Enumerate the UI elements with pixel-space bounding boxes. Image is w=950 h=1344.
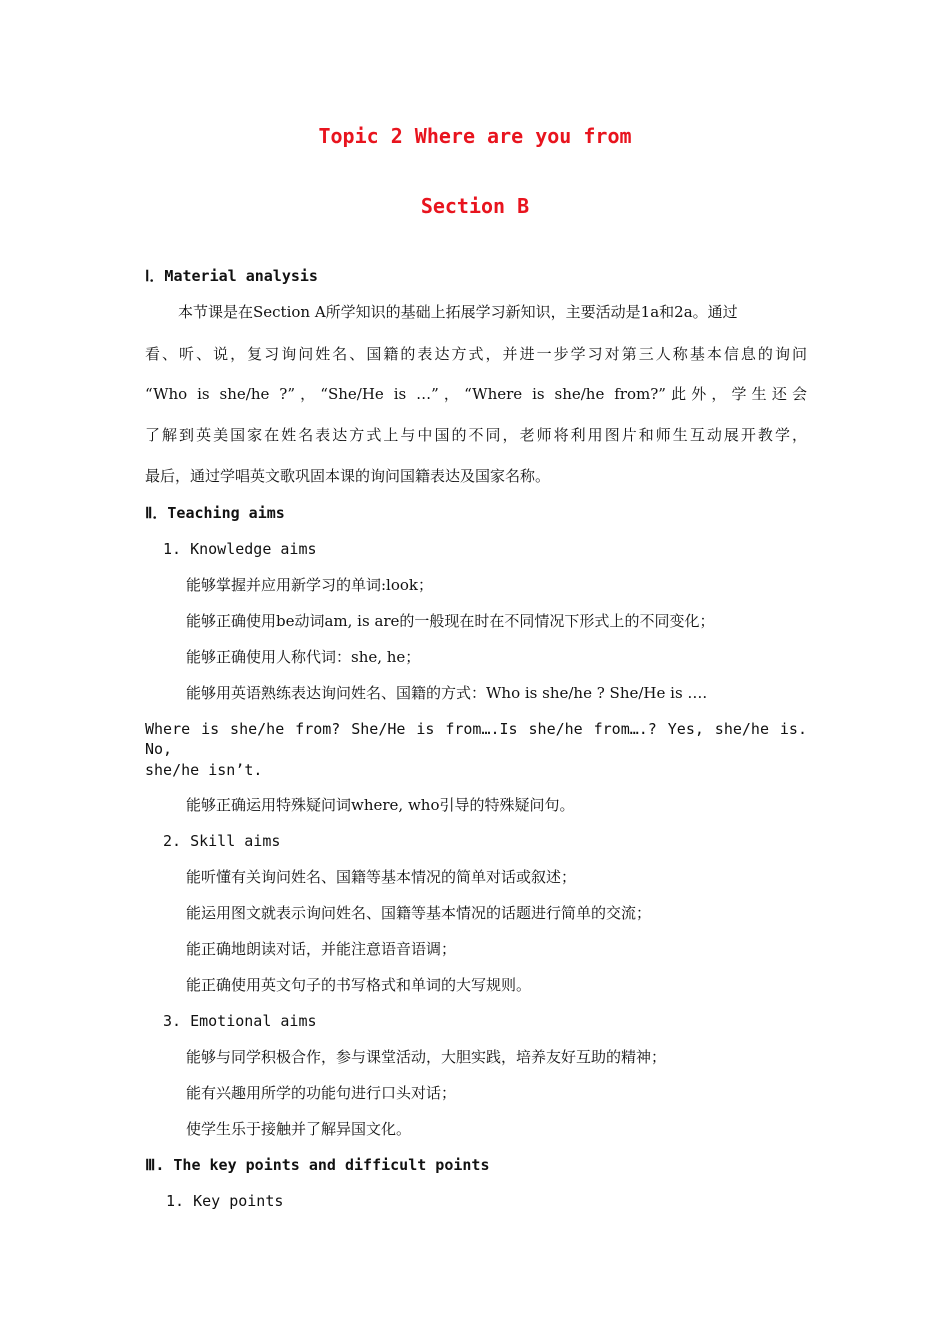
material-line-3: “Who is she/he ?”，“She/He is …”，“Where is she/he from?”此外，学生还会 [145, 385, 807, 403]
material-line-2: 看、听、说，复习询问姓名、国籍的表达方式，并进一步学习对第三人称基本信息的询问 [145, 345, 807, 363]
document-subtitle: Section B [420, 194, 530, 218]
knowledge-line-2: 能够正确使用be动词am, is are的一般现在时在不同情况下形式上的不同变化； [186, 612, 715, 630]
skill-line-2: 能运用图文就表示询问姓名、国籍等基本情况的话题进行简单的交流； [186, 904, 652, 922]
knowledge-line-1: 能够掌握并应用新学习的单词:look； [186, 576, 434, 594]
emotional-aims-heading: 3. Emotional aims [163, 1012, 317, 1030]
knowledge-line-4: 能够用英语熟练表达询问姓名、国籍的方式：Who is she/he ? She/He is …. [186, 684, 708, 702]
emotional-line-3: 使学生乐于接触并了解异国文化。 [186, 1120, 412, 1138]
section-2-heading: Ⅱ．Teaching aims [145, 504, 285, 522]
knowledge-line-6: she/he isn’t. [145, 761, 263, 779]
emotional-line-1: 能够与同学积极合作，参与课堂活动，大胆实践，培养友好互助的精神； [186, 1048, 667, 1066]
skill-aims-heading: 2. Skill aims [163, 832, 281, 850]
emotional-line-2: 能有兴趣用所学的功能句进行口头对话； [186, 1084, 457, 1102]
knowledge-line-5: Where is she/he from? She/He is from….Is she/he from….? Yes, she/he is. No, [145, 720, 807, 758]
knowledge-line-7: 能够正确运用特殊疑问词where, who引导的特殊疑问句。 [186, 796, 575, 814]
knowledge-line-3: 能够正确使用人称代词：she, he； [186, 648, 421, 666]
knowledge-aims-heading: 1. Knowledge aims [163, 540, 317, 558]
skill-line-1: 能听懂有关询问姓名、国籍等基本情况的简单对话或叙述； [186, 868, 577, 886]
material-line-1: 本节课是在Section A所学知识的基础上拓展学习新知识，主要活动是1a和2a。通过 [178, 303, 738, 321]
section-1-heading: Ⅰ．Material analysis [145, 267, 318, 285]
document-title: Topic 2 Where are you from [318, 124, 632, 148]
skill-line-3: 能正确地朗读对话，并能注意语音语调； [186, 940, 457, 958]
key-points-heading: 1. Key points [166, 1192, 284, 1210]
section-3-heading: Ⅲ. The key points and difficult points [145, 1156, 490, 1174]
material-line-5: 最后，通过学唱英文歌巩固本课的询问国籍表达及国家名称。 [145, 467, 551, 485]
material-line-4: 了解到英美国家在姓名表达方式上与中国的不同，老师将利用图片和师生互动展开教学， [145, 426, 807, 444]
skill-line-4: 能正确使用英文句子的书写格式和单词的大写规则。 [186, 976, 532, 994]
